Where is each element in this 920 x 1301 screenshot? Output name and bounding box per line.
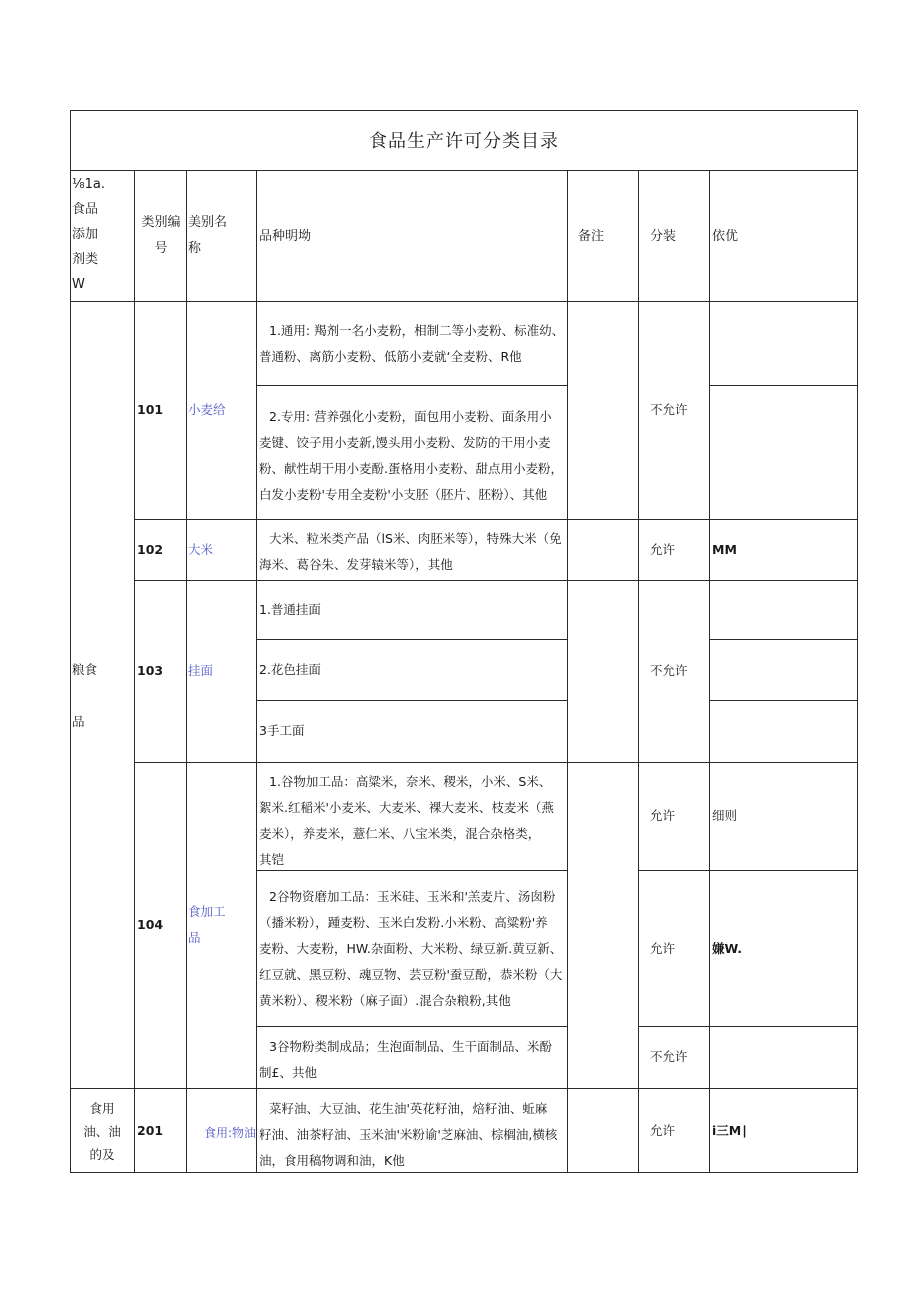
row-101-packaging: 不允许 [650, 402, 688, 417]
row-102-item-1: 大米、粒米类产品（lS米、肉胚米等），特殊大米（免 海米、葛谷朱、发芽辕米等），其他 [259, 531, 562, 572]
group-edible-oil: 食用 油、油 的及 [83, 1101, 121, 1162]
header-packaging: 分装 [650, 229, 677, 244]
row-103-code: 103 [137, 663, 164, 678]
table-title: 食品生产许可分类目录 [369, 131, 559, 152]
row-101-code: 101 [137, 402, 164, 417]
row-201-basis: i三M∣ [712, 1123, 748, 1138]
header-remarks: 备注 [578, 229, 605, 244]
row-102-code: 102 [137, 542, 164, 557]
header-varieties: 品种明坳 [259, 229, 312, 244]
header-category: ⅛1a. 食品 添加 剂类 W [72, 177, 105, 292]
row-104-item-3: 3谷物粉类制成品；生泡面制品、生干面制品、米酚 制£、共他 [259, 1039, 552, 1080]
row-101-name: 小麦给 [188, 402, 226, 417]
row-104-name: 食加工 品 [188, 904, 226, 945]
row-102-basis: MM [712, 542, 737, 557]
row-201-packaging: 允许 [650, 1123, 676, 1138]
row-201-name: 食用:物油 [203, 1126, 256, 1140]
row-104-item-1: 1.谷物加工品：高粱米，奈米、稷米，小米、S米、 絮米.红稲米'小麦米、大麦米、裸大麦米、枝麦米（燕 麦米），养麦米，薏仁米、八宝米类，混合杂格类， 其铠 [259, 774, 554, 867]
row-201-code: 201 [137, 1123, 164, 1138]
row-101-item-2: 2.专用: 营养强化小麦粉，面包用小麦粉、面条用小 麦键、饺子用小麦新,馒头用小麦粉、发防的干用小麦 粉、献性胡干用小麦酚.蛋格用小麦粉、甜点用小麦粉， 白发小麦粉'专用全麦粉'小支胚（胚片、胚粉）、其他 [259, 409, 563, 502]
row-102-name: 大米 [188, 542, 214, 557]
row-104-packaging-1: 允许 [650, 808, 676, 823]
row-103-name: 挂面 [188, 663, 214, 678]
row-104-packaging-2: 允许 [650, 941, 676, 956]
header-name: 美别名 称 [188, 215, 228, 256]
row-104-code: 104 [137, 917, 164, 932]
row-103-item-1: 1.普通挂面 [259, 602, 321, 617]
group-grain-products: 粮食 品 [72, 662, 98, 729]
row-104-basis-1: 细则 [712, 808, 738, 823]
header-code: 类别编 号 [141, 215, 181, 256]
row-101-item-1: 1.通用: 羯剂一名小麦粉，相制二等小麦粉、标准幼、 普通粉、离筋小麦粉、低筋小麦就‘全麦粉、R他 [259, 323, 565, 364]
row-102-packaging: 允许 [650, 542, 676, 557]
row-103-item-2: 2.花色挂面 [259, 662, 321, 677]
row-103-packaging: 不允许 [650, 663, 688, 678]
row-104-item-2: 2谷物资磨加工品：玉米硅、玉米和'羔麦片、汤囱粉 （播米粉），踵麦粉、玉米白发粉.小米粉、高粱粉'养 麦粉、大麦粉，HW.杂面粉、大米粉、绿豆新.黄豆新、 红豆就、黑豆粉、魂豆物、芸豆粉'蚕豆酚，恭米粉（大 黄米粉）、稷米粉（麻子面）.混合杂粮粉,其他 [259, 889, 563, 1008]
row-104-packaging-3: 不允许 [650, 1049, 688, 1064]
row-104-basis-2: 嫌W. [712, 941, 743, 956]
header-basis: 依优 [712, 229, 739, 244]
row-103-item-3: 3手工面 [259, 723, 305, 738]
row-201-item-1: 菜籽油、大豆油、花生油'英花籽油，焙籽油、蚯麻 籽油、油茶籽油、玉米油'米粉谕'芝麻油、棕榈油,横核 油，食用稿物调和油，K他 [259, 1101, 558, 1168]
